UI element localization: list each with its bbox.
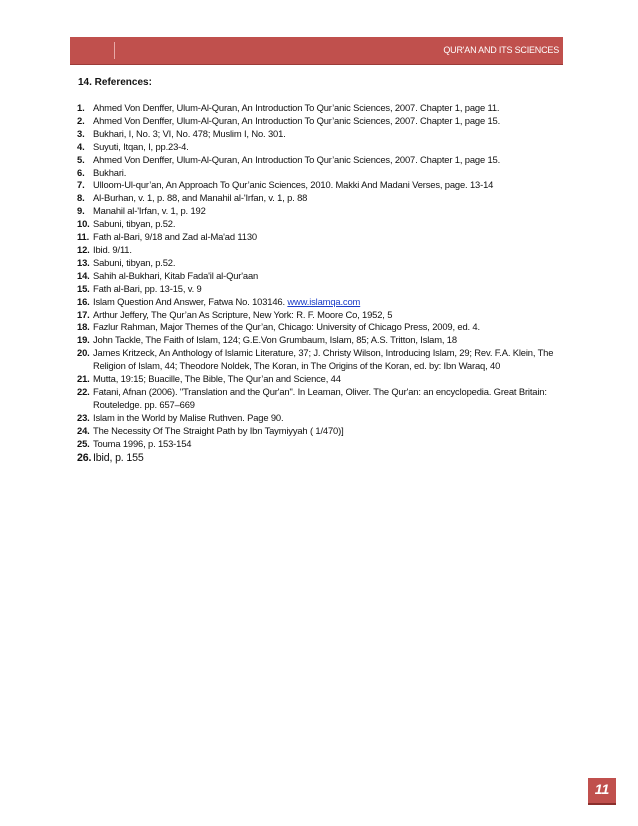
reference-number: 9. [77,205,85,217]
reference-text: Fath al-Bari, pp. 13-15, v. 9 [93,282,202,294]
reference-text: Touma 1996, p. 153-154 [93,437,192,449]
reference-item [77,321,565,334]
reference-number: 23. [77,411,90,423]
reference-number: 8. [77,192,85,204]
reference-item [77,270,565,283]
reference-text: James Kritzeck, An Anthology of Islamic Literature, 37; J. Christy Wilson, Introducing Islam, 29; Rev. F.A. Klein, The Religion of Islam, 44; Theodore Noldek, The Koran, in The Origins of the Koran, ed. by: Ibn Waraq, 40 [93,347,554,372]
reference-text: The Necessity Of The Straight Path by Ibn Taymiyyah ( 1/470)] [93,424,344,436]
reference-number: 2. [77,114,85,126]
reference-number: 14. [77,269,90,281]
reference-item [77,257,565,270]
page-number: 11 [594,781,610,797]
reference-item [77,115,565,128]
reference-number: 26. [77,452,92,465]
reference-number: 17. [77,308,90,320]
header-title: QUR'AN AND ITS SCIENCES [443,45,559,55]
islamqa-link[interactable]: www.islamqa.com [287,295,361,307]
reference-item [77,438,565,451]
reference-item [77,192,565,205]
reference-number: 22. [77,385,90,397]
reference-number: 1. [77,102,85,113]
reference-item [77,296,565,309]
reference-number: 16. [77,295,90,307]
reference-text [93,296,565,309]
reference-list [77,102,565,465]
reference-text: John Tackle, The Faith of Islam, 124; G.E.Von Grumbaum, Islam, 85; A.S. Tritton, Islam, 18 [93,334,457,346]
reference-item [77,205,565,218]
reference-text: Ibid. 9/11. [93,243,132,255]
reference-number: 20. [77,347,90,359]
reference-text: Sabuni, tibyan, p.52. [93,218,176,230]
reference-item [77,309,565,322]
reference-text: Suyuti, Itqan, I, pp.23-4. [93,140,189,152]
reference-item [77,451,565,465]
reference-number: 12. [77,243,90,255]
reference-item [77,141,565,154]
reference-item [77,231,565,244]
reference-text: Ahmed Von Denffer, Ulum-Al-Quran, An Introduction To Qur’anic Sciences, 2007. Chapter 1, page 11. [93,102,500,113]
reference-text: Sabuni, tibyan, p.52. [93,256,176,268]
reference-text: Al-Burhan, v. 1, p. 88, and Manahil al-'Irfan, v. 1, p. 88 [93,192,308,204]
reference-text: Ibid, p. 155 [93,452,144,465]
reference-text: Fatani, Afnan (2006). "Translation and the Qur'an". In Leaman, Oliver. The Qur'an: an encyclopedia. Great Britain: Routeledge. pp. 657–669 [93,385,547,410]
reference-text: Bukhari, I, No. 3; VI, No. 478; Muslim I, No. 301. [93,127,286,139]
reference-item [77,218,565,231]
reference-number: 3. [77,127,85,139]
reference-text: Islam in the World by Malise Ruthven. Page 90. [93,411,284,423]
reference-text: Bukhari. [93,166,127,178]
reference-number: 7. [77,179,85,191]
reference-item [77,244,565,257]
reference-item [77,128,565,141]
reference-text: Fazlur Rahman, Major Themes of the Qur’an, Chicago: University of Chicago Press, 2009, ed. 4. [93,321,480,333]
reference-text: Ahmed Von Denffer, Ulum-Al-Quran, An Introduction To Qur’anic Sciences, 2007. Chapter 1, page 15. [93,153,501,165]
reference-number: 21. [77,373,90,385]
reference-number: 13. [77,256,90,268]
reference-item [77,386,565,412]
reference-item [77,179,565,192]
reference-item [77,334,565,347]
reference-item [77,102,565,115]
reference-text: Sahih al-Bukhari, Kitab Fada'il al-Qur'aan [93,269,259,281]
reference-number: 10. [77,218,90,230]
reference-item [77,425,565,438]
reference-text: Arthur Jeffery, The Qur’an As Scripture, New York: R. F. Moore Co, 1952, 5 [93,308,393,320]
page-number-box [588,778,616,805]
reference-item [77,283,565,296]
reference-text: Manahil al-'Irfan, v. 1, p. 192 [93,205,206,217]
reference-number: 11. [77,231,90,243]
reference-text: Mutta, 19:15; Buacille, The Bible, The Qur’an and Science, 44 [93,373,341,385]
reference-item [77,167,565,180]
reference-text: Ahmed Von Denffer, Ulum-Al-Quran, An Introduction To Qur’anic Sciences, 2007. Chapter 1, page 15. [93,114,501,126]
reference-text: Fath al-Bari, 9/18 and Zad al-Ma'ad 1130 [93,231,257,243]
reference-number: 18. [77,321,90,333]
reference-item [77,154,565,167]
header-bar [70,37,563,65]
reference-number: 6. [77,166,85,178]
reference-number: 5. [77,153,85,165]
reference-number: 24. [77,424,90,436]
reference-number: 4. [77,140,85,152]
header-divider [114,42,115,59]
reference-item [77,373,565,386]
reference-text-prefix: Islam Question And Answer, Fatwa No. 103146. [93,295,288,307]
section-heading: 14. References: [78,77,152,88]
reference-number: 15. [77,282,90,294]
reference-item [77,347,565,373]
reference-number: 25. [77,437,90,449]
reference-number: 19. [77,334,90,346]
reference-text: Ulloom-Ul-qur’an, An Approach To Qur’anic Sciences, 2010. Makki And Madani Verses, page. 13-14 [93,179,494,191]
reference-item [77,412,565,425]
